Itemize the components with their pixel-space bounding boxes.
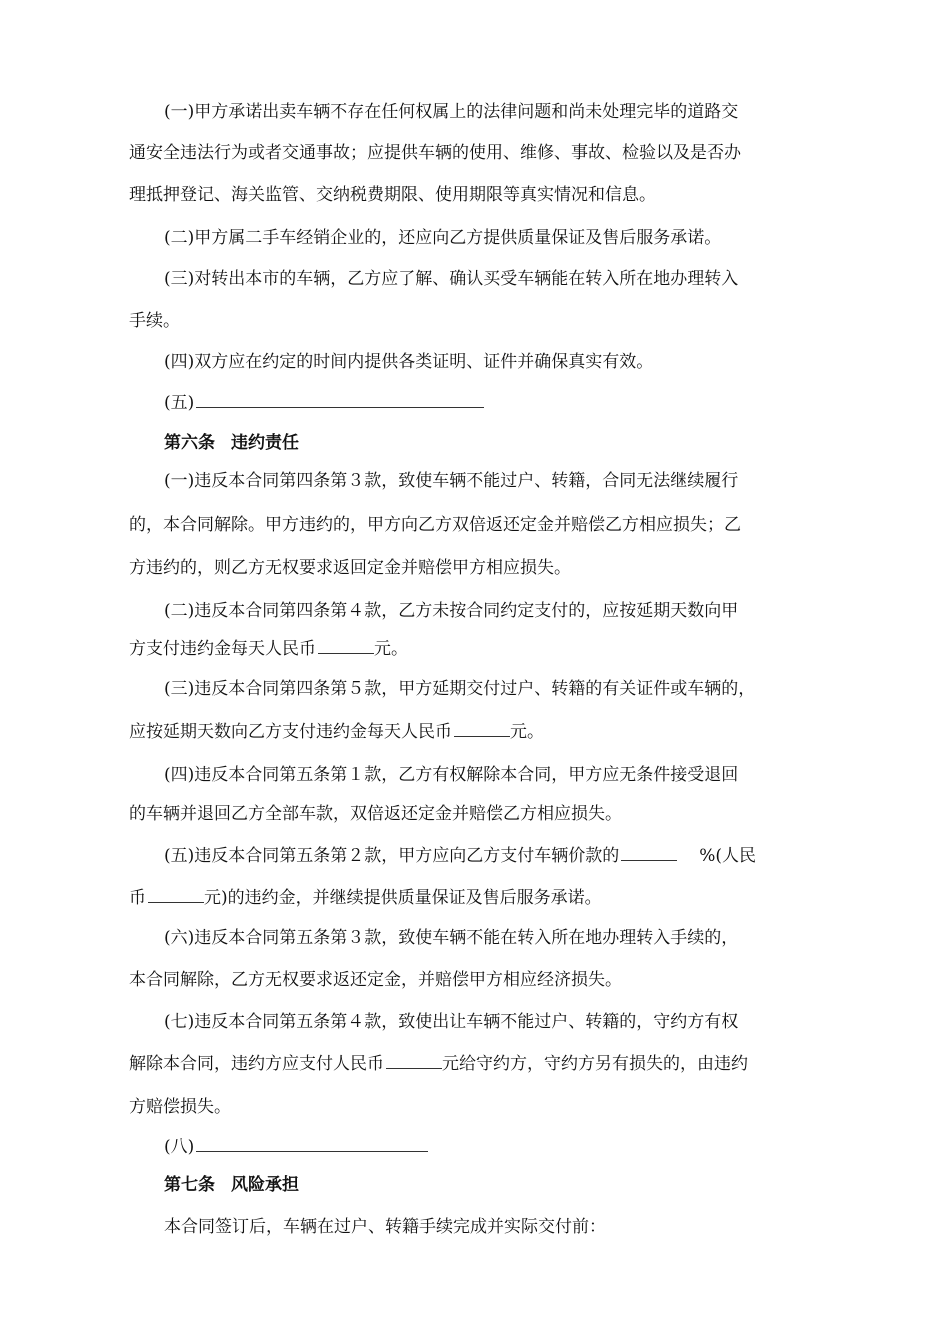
text: (三)违反本合同第四条第５款，甲方延期交付过户、转籍的有关证件或车辆的， [164,679,756,699]
paragraph-line [0,1095,950,1119]
text: (四)违反本合同第五条第１款，乙方有权解除本合同，甲方应无条件接受退回 [164,765,739,785]
text: (五) [164,393,195,413]
text: 本合同解除，乙方无权要求返还定金，并赔偿甲方相应经济损失。 [129,970,622,990]
text: 元给守约方，守约方另有损失的，由违约 [442,1054,748,1074]
paragraph-line [0,141,950,165]
fill-in-blank [621,844,677,861]
fill-in-blank [196,1135,428,1152]
paragraph-line [0,556,950,580]
text: (七)违反本合同第五条第４款，致使出让车辆不能过户、转籍的，守约方有权 [164,1012,739,1032]
paragraph-line [0,886,950,910]
paragraph-line [0,391,950,415]
paragraph-line [0,469,950,493]
text: %(人民 [699,846,757,866]
text: 理抵押登记、海关监管、交纳税费期限、使用期限等真实情况和信息。 [129,185,656,205]
text: 解除本合同，违约方应支付人民币 [129,1054,384,1074]
paragraph-line [0,926,950,950]
paragraph-line [0,513,950,537]
paragraph-line [0,720,950,744]
text: (五)违反本合同第五条第２款，甲方应向乙方支付车辆价款的 [164,846,620,866]
text: 元)的违约金，并继续提供质量保证及售后服务承诺。 [204,888,602,908]
article-title: 违约责任 [231,433,299,453]
fill-in-blank [196,391,484,408]
paragraph-line [0,763,950,787]
fill-in-blank [148,886,204,903]
paragraph-line [0,1215,950,1239]
text: 币 [129,888,146,908]
fill-in-blank [386,1052,442,1069]
fill-in-blank [454,720,510,737]
paragraph-line [0,802,950,826]
text: (六)违反本合同第五条第３款，致使车辆不能在转入所在地办理转入手续的， [164,928,739,948]
article-heading [0,1173,950,1197]
text: 方违约的，则乙方无权要求返回定金并赔偿甲方相应损失。 [129,558,571,578]
paragraph-line [0,267,950,291]
text: 本合同签订后，车辆在过户、转籍手续完成并实际交付前： [164,1217,606,1237]
text: 通安全违法行为或者交通事故；应提供车辆的使用、维修、事故、检验以及是否办 [129,143,741,163]
paragraph-line [0,226,950,250]
text: (一)甲方承诺出卖车辆不存在任何权属上的法律问题和尚未处理完毕的道路交 [164,102,739,122]
paragraph-line [0,1135,950,1159]
text: 手续。 [129,311,180,331]
paragraph-line [0,968,950,992]
text: 方支付违约金每天人民币 [129,639,316,659]
article-number: 第七条 [164,1175,215,1195]
paragraph-line [0,1052,950,1076]
text: (八) [164,1137,195,1157]
text: (一)违反本合同第四条第３款，致使车辆不能过户、转籍，合同无法继续履行 [164,471,739,491]
text: (四)双方应在约定的时间内提供各类证明、证件并确保真实有效。 [164,352,654,372]
paragraph-line [0,677,950,701]
text: (三)对转出本市的车辆，乙方应了解、确认买受车辆能在转入所在地办理转入 [164,269,739,289]
paragraph-line [0,183,950,207]
fill-in-blank [318,637,374,654]
paragraph-line [0,1010,950,1034]
article-heading [0,431,950,455]
text: 的车辆并退回乙方全部车款，双倍返还定金并赔偿乙方相应损失。 [129,804,622,824]
text: 应按延期天数向乙方支付违约金每天人民币 [129,722,452,742]
article-title: 风险承担 [231,1175,299,1195]
paragraph-line [0,350,950,374]
text: 的，本合同解除。甲方违约的，甲方向乙方双倍返还定金并赔偿乙方相应损失；乙 [129,515,741,535]
text: 方赔偿损失。 [129,1097,231,1117]
text: 元。 [374,639,408,659]
paragraph-line [0,309,950,333]
article-number: 第六条 [164,433,215,453]
text: 元。 [510,722,544,742]
paragraph-line [0,100,950,124]
text: (二)违反本合同第四条第４款，乙方未按合同约定支付的，应按延期天数向甲 [164,601,739,621]
text: (二)甲方属二手车经销企业的，还应向乙方提供质量保证及售后服务承诺。 [164,228,722,248]
paragraph-line [0,599,950,623]
paragraph-line [0,637,950,661]
paragraph-line [0,844,950,868]
